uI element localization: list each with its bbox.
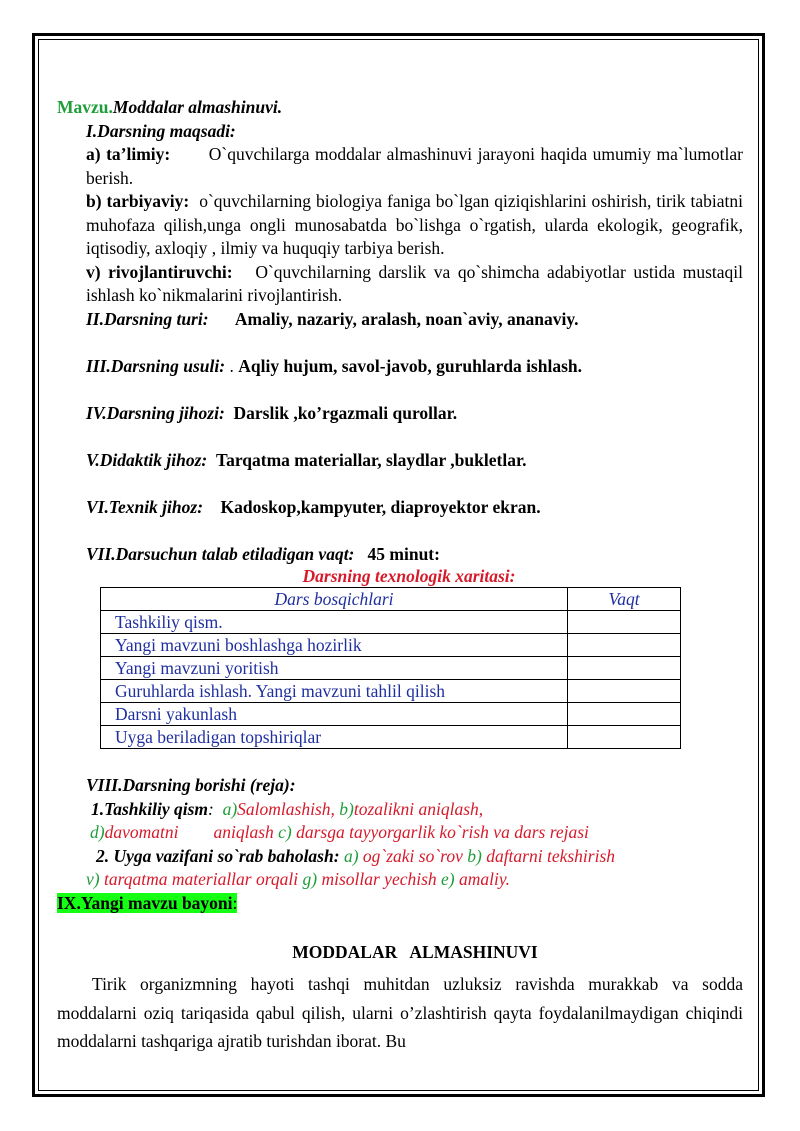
table-row: Yangi mavzuni boshlashga hozirlik xyxy=(101,634,681,657)
lesson-plan-table xyxy=(100,587,681,749)
technical-equipment: VI.Texnik jihoz: Kadoskop,kampyuter, diaproyektor ekran. xyxy=(86,496,541,517)
progress-step-2-cont: v) tarqatma materiallar orqali g) misollar yechish e) amaliy. xyxy=(86,869,511,889)
goal-a-label: a) ta’limiy: xyxy=(86,144,171,164)
topic-line xyxy=(57,96,743,120)
body-paragraph: Tirik organizmning hayoti tashqi muhitdan uzluksiz ravishda murakkab va sodda moddalarni oziq tariqasida qabul qilish, ularni o’zlashtirish qayta foydalanilmaydigan chiqindi moddalarni tashqariga ajratib turishdan iborat. Bu xyxy=(57,974,743,1051)
goal-a xyxy=(57,143,743,190)
topic-label: Mavzu. xyxy=(57,97,113,117)
lesson-time: VII.Darsuchun talab etiladigan vaqt: 45 minut: xyxy=(86,543,440,564)
document-content xyxy=(57,96,743,1056)
table-row: Yangi mavzuni yoritish xyxy=(101,657,681,680)
goal-heading: I.Darsning maqsadi: xyxy=(86,120,236,141)
main-title: MODDALAR ALMASHINUVI xyxy=(292,942,538,962)
table-row: Tashkiliy qism. xyxy=(101,611,681,634)
table-header-stage: Dars bosqichlari xyxy=(101,588,568,611)
goal-a-text: O`quvchilarga moddalar almashinuvi jarayoni haqida umumiy ma`lumotlar berish. xyxy=(86,144,743,188)
table-caption: Darsning texnologik xaritasi: xyxy=(302,566,516,586)
table-header-time: Vaqt xyxy=(568,588,681,611)
table-row: Darsni yakunlash xyxy=(101,703,681,726)
table-header-row xyxy=(101,588,681,611)
goal-b xyxy=(57,190,743,261)
didactic-equipment: V.Didaktik jihoz: Tarqatma materiallar, slaydlar ,bukletlar. xyxy=(86,449,527,470)
goal-b-text: o`quvchilarning biologiya faniga bo`lgan qiziqishlarini oshirish, tirik tabiatni muhofaza qilish,unga ongli munosabatda bo`lishga o`rgatish, ularda ekologik, geografik, iqtisodiy, axloqiy , ilmiy va huquqiy tarbiya berish. xyxy=(86,191,743,258)
goal-v-text: O`quvchilarning darslik va qo`shimcha adabiyotlar ustida mustaqil ishlash ko`nikmalarini rivojlantirish. xyxy=(86,261,743,305)
table-row: Uyga beriladigan topshiriqlar xyxy=(101,726,681,749)
progress-step-1-cont: d)davomatni aniqlash c) darsga tayyorgarlik ko`rish va dars rejasi xyxy=(90,822,589,842)
lesson-equipment: IV.Darsning jihozi: Darslik ,ko’rgazmali qurollar. xyxy=(86,402,458,423)
lesson-type: II.Darsning turi: Amaliy, nazariy, aralash, noan`aviy, ananaviy. xyxy=(86,308,579,329)
goal-b-label: b) tarbiyaviy: xyxy=(86,191,190,211)
topic-title: Moddalar almashinuvi. xyxy=(112,97,283,117)
progress-step-1: 1.Tashkiliy qism: a)Salomlashish, b)tozalikni aniqlash, xyxy=(91,798,484,819)
lesson-method: III.Darsning usuli: . Aqliy hujum, savol-javob, guruhlarda ishlash. xyxy=(86,355,583,376)
goal-v xyxy=(57,261,743,308)
progress-heading: VIII.Darsning borishi (reja): xyxy=(86,775,296,795)
table-row: Guruhlarda ishlash. Yangi mavzuni tahlil qilish xyxy=(101,680,681,703)
new-topic-heading: IX.Yangi mavzu bayoni: xyxy=(57,892,238,913)
goal-v-label: v) rivojlantiruvchi: xyxy=(86,261,233,282)
progress-step-2: 2. Uyga vazifani so`rab baholash: a) og`zaki so`rov b) daftarni tekshirish xyxy=(96,845,616,866)
